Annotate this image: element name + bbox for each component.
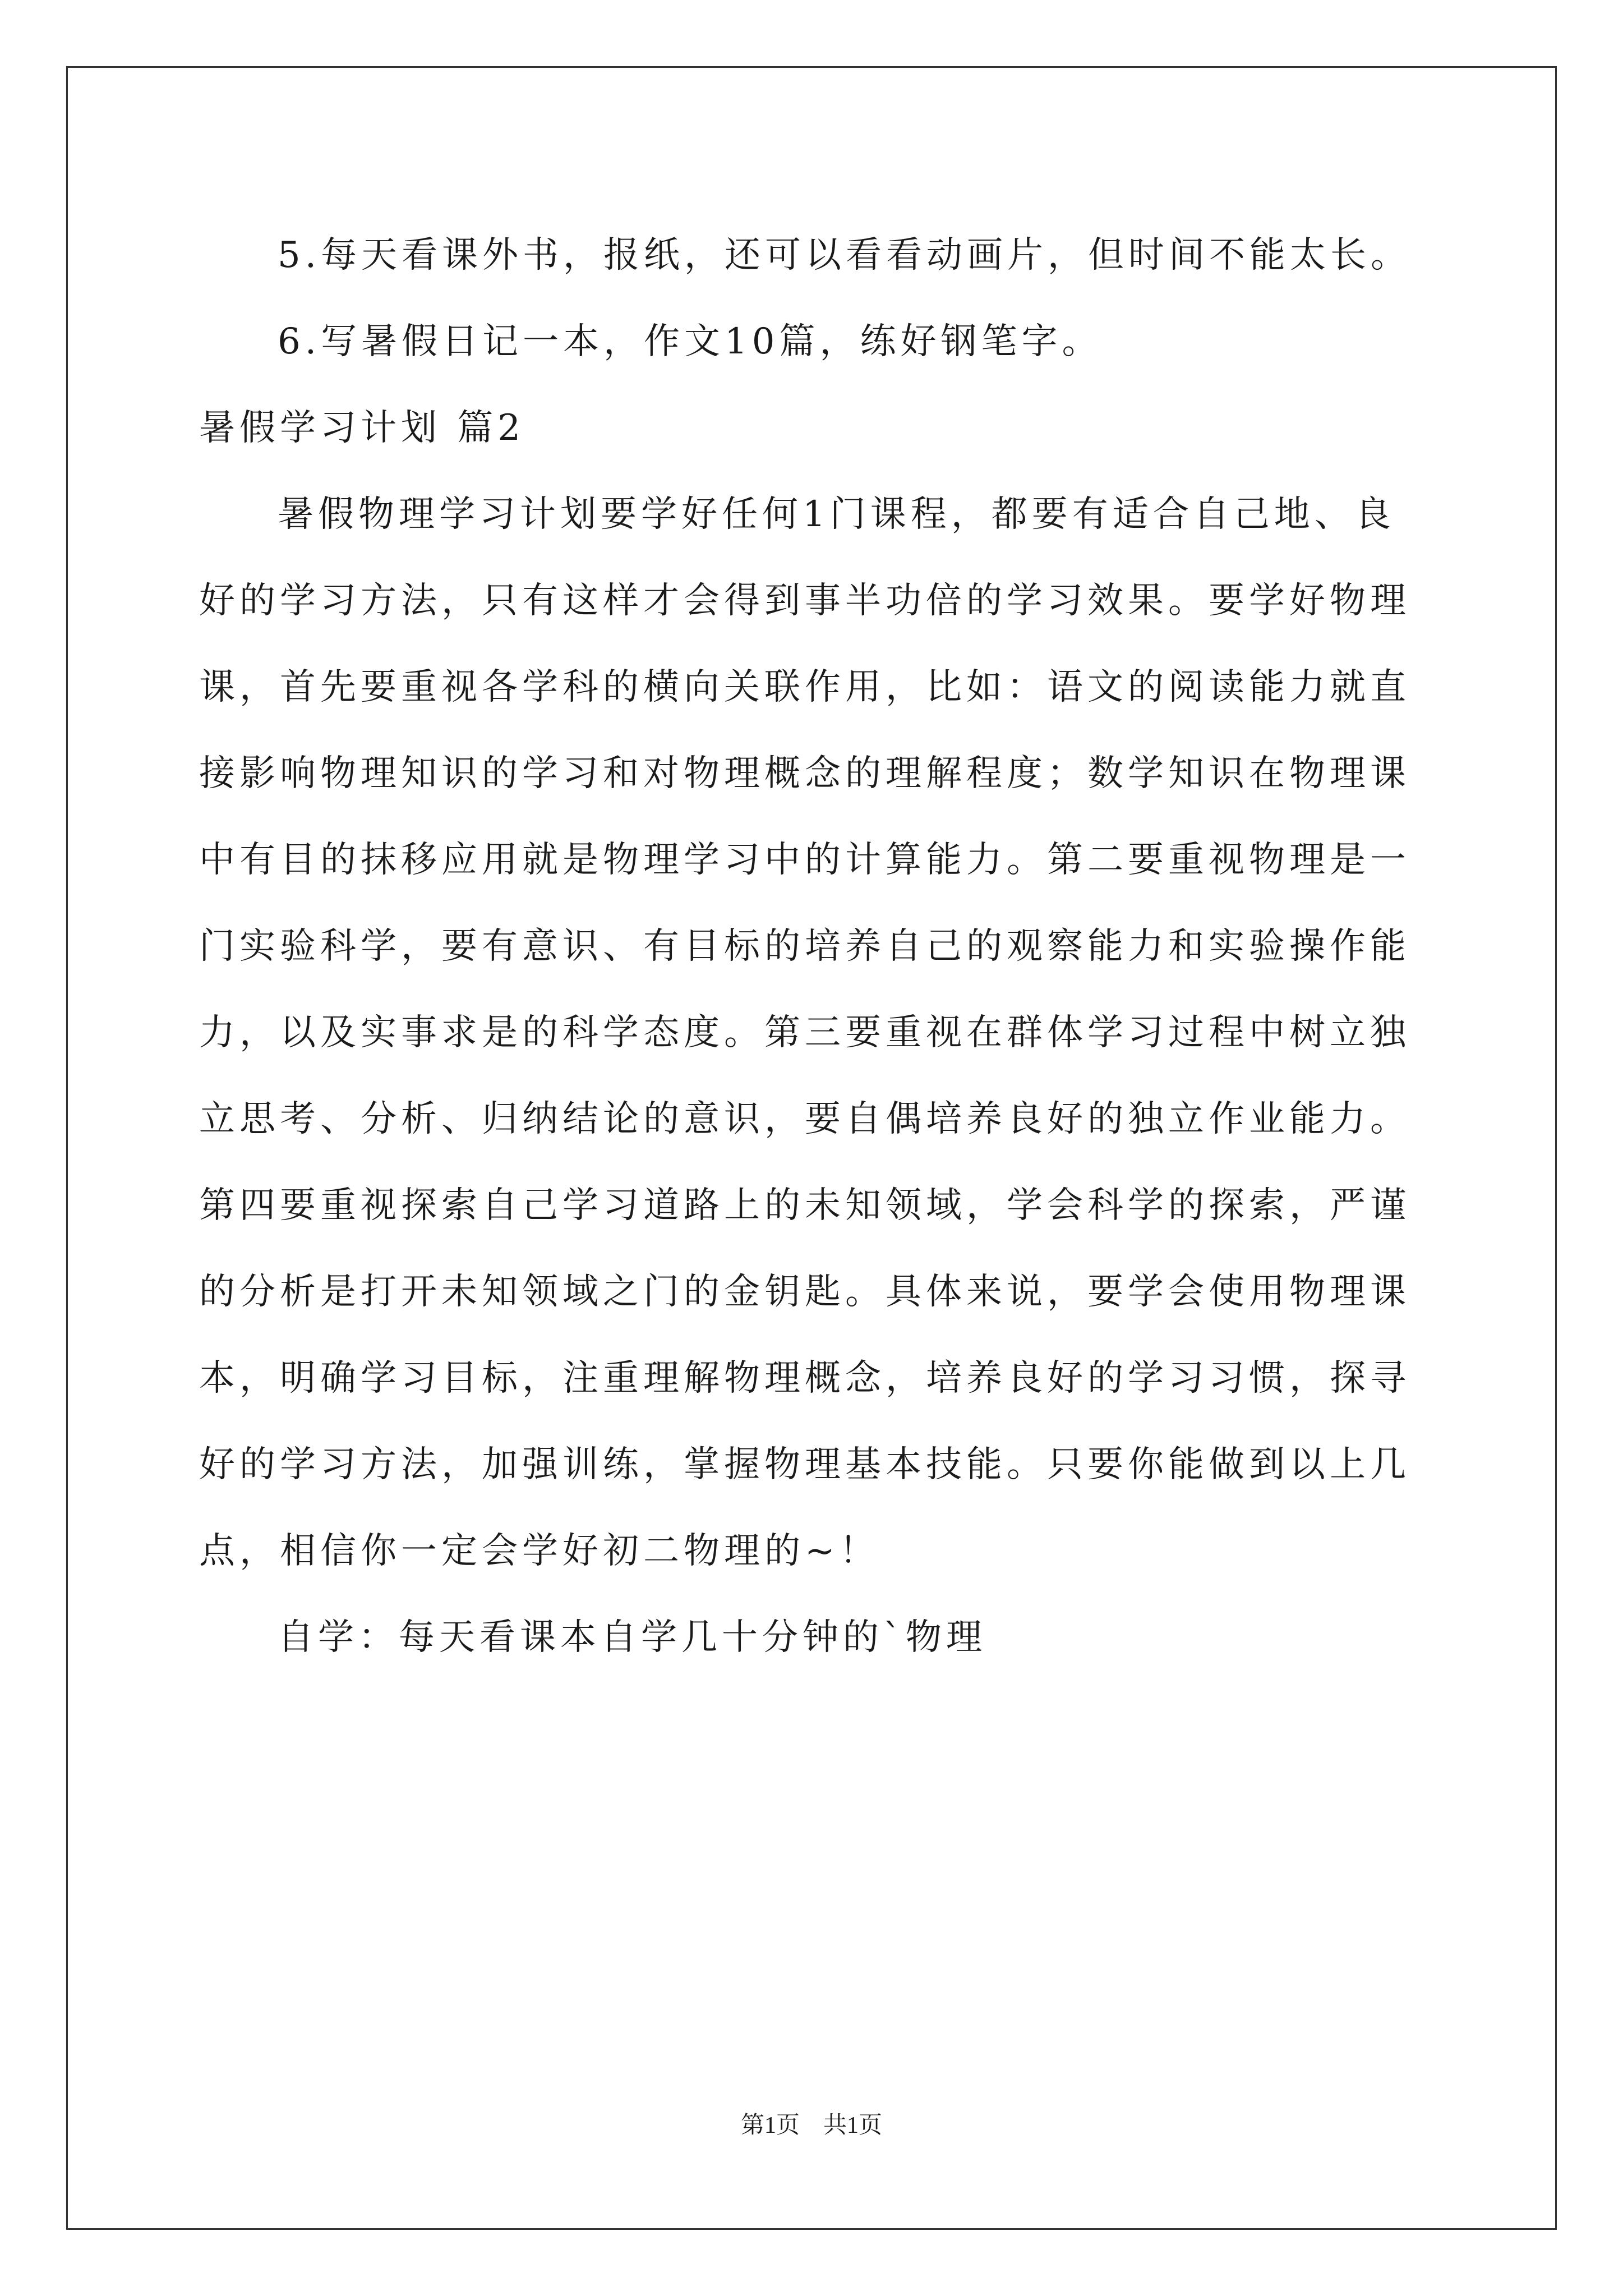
paragraph-line: 课，首先要重视各学科的横向关联作用，比如：语文的阅读能力就直 bbox=[199, 666, 1410, 708]
page-number-footer: 第1页 共1页 bbox=[740, 2113, 882, 2138]
paragraph-line: 立思考、分析、归纳结论的意识，要自偶培养良好的独立作业能力。 bbox=[199, 1098, 1410, 1140]
paragraph-line: 点，相信你一定会学好初二物理的~！ bbox=[199, 1530, 880, 1572]
paragraph-line: 好的学习方法，加强训练，掌握物理基本技能。只要你能做到以上几 bbox=[199, 1444, 1410, 1485]
paragraph-line: 力，以及实事求是的科学态度。第三要重视在群体学习过程中树立独 bbox=[199, 1012, 1410, 1053]
paragraph-line: 本，明确学习目标，注重理解物理概念，培养良好的学习习惯，探寻 bbox=[199, 1358, 1410, 1399]
paragraph-line: 门实验科学，要有意识、有目标的培养自己的观察能力和实验操作能 bbox=[199, 926, 1410, 967]
paragraph-line: 好的学习方法，只有这样才会得到事半功倍的学习效果。要学好物理 bbox=[199, 580, 1410, 622]
section-heading: 暑假学习计划 篇2 bbox=[199, 407, 525, 449]
list-item-5: 5.每天看课外书，报纸，还可以看看动画片，但时间不能太长。 bbox=[278, 234, 1412, 276]
body-paragraph bbox=[199, 471, 1427, 1594]
paragraph-line: 接影响物理知识的学习和对物理概念的理解程度；数学知识在物理课 bbox=[199, 753, 1410, 794]
document-body bbox=[199, 212, 1427, 1681]
paragraph-line: 的分析是打开未知领域之门的金钥匙。具体来说，要学会使用物理课 bbox=[199, 1271, 1410, 1313]
paragraph-line: 暑假物理学习计划要学好任何1门课程，都要有适合自己地、良 bbox=[278, 494, 1395, 535]
self-study-line: 自学：每天看课本自学几十分钟的`物理 bbox=[278, 1617, 986, 1658]
paragraph-line: 中有目的抹移应用就是物理学习中的计算能力。第二要重视物理是一 bbox=[199, 839, 1410, 881]
paragraph-line: 第四要重视探索自己学习道路上的未知领域，学会科学的探索，严谨 bbox=[199, 1185, 1410, 1226]
list-item-6: 6.写暑假日记一本，作文10篇，练好钢笔字。 bbox=[278, 321, 1103, 362]
